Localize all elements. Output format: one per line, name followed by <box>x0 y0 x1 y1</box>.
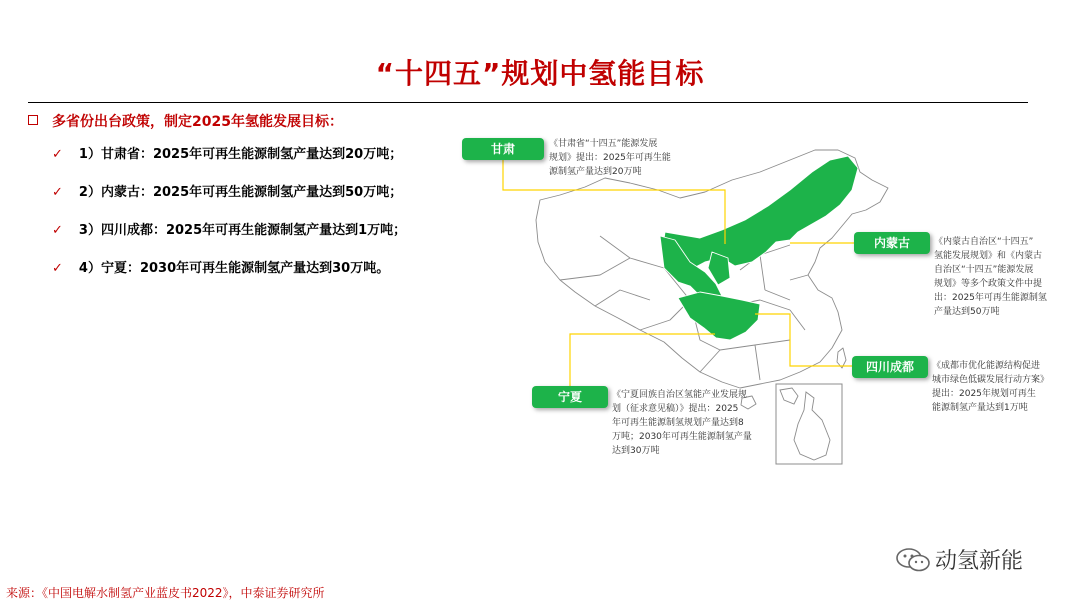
checkmark-icon: ✓ <box>52 261 63 276</box>
label-ningxia: 宁夏 <box>532 386 608 408</box>
note-sichuan <box>932 359 1049 415</box>
label-neimenggu: 内蒙古 <box>854 232 930 254</box>
note-line: 提出：2025年规划可再生 <box>932 389 1036 399</box>
map-taiwan <box>837 348 846 368</box>
checkmark-icon: ✓ <box>52 147 63 162</box>
label-sichuan: 四川成都 <box>852 356 928 378</box>
note-line: 源制氢产量达到20万吨 <box>549 167 642 177</box>
section-heading-text: 多省份出台政策，制定2025年氢能发展目标： <box>52 114 343 130</box>
note-line: 自治区“十四五”能源发展 <box>934 265 1034 275</box>
note-neimenggu <box>934 235 1047 319</box>
note-line: 产量达到50万吨 <box>934 307 1000 317</box>
list-item-text: 1）甘肃省：2025年可再生能源制氢产量达到20万吨； <box>78 147 403 162</box>
note-line: 《内蒙古自治区“十四五” <box>934 237 1034 247</box>
note-line: 划（征求意见稿）》提出：2025 <box>612 404 739 414</box>
page-title: “十四五”规划中氢能目标 <box>375 57 705 90</box>
list-item-text: 4）宁夏：2030年可再生能源制氢产量达到30万吨。 <box>78 261 390 276</box>
wechat-icon <box>895 547 931 573</box>
note-line: 规划》提出：2025年可再生能 <box>549 153 671 163</box>
note-line: 达到30万吨 <box>612 446 660 456</box>
note-line: 能源制氢产量达到1万吨 <box>932 403 1028 413</box>
note-line: 《甘肃省“十四五”能源发展 <box>549 139 658 149</box>
note-line: 年可再生能源制氢规划产量达到8 <box>612 418 744 428</box>
note-line: 《宁夏回族自治区氢能产业发展规 <box>612 390 748 400</box>
label-gansu: 甘肃 <box>462 138 544 160</box>
note-line: 氢能发展规划》和《内蒙古 <box>934 251 1043 261</box>
watermark-text: 动氢新能 <box>935 549 1024 574</box>
checkmark-icon: ✓ <box>52 223 63 238</box>
note-ningxia <box>612 388 752 458</box>
note-gansu <box>549 137 671 179</box>
list-item-text: 3）四川成都：2025年可再生能源制氢产量达到1万吨； <box>78 223 407 238</box>
checkmark-icon: ✓ <box>52 185 63 200</box>
source-note: 来源：《中国电解水制氢产业蓝皮书2022》，中泰证券研究所 <box>6 586 325 600</box>
watermark <box>895 544 1023 575</box>
list-item-text: 2）内蒙古：2025年可再生能源制氢产量达到50万吨； <box>78 185 403 200</box>
note-line: 规划》等多个政策文件中提 <box>934 279 1043 289</box>
note-line: 万吨；2030年可再生能源制氢产量 <box>612 432 752 442</box>
note-line: 城市绿色低碳发展行动方案》 <box>932 375 1050 385</box>
note-line: 出：2025年可再生能源制氢 <box>934 293 1047 303</box>
note-line: 《成都市优化能源结构促进 <box>932 361 1041 371</box>
